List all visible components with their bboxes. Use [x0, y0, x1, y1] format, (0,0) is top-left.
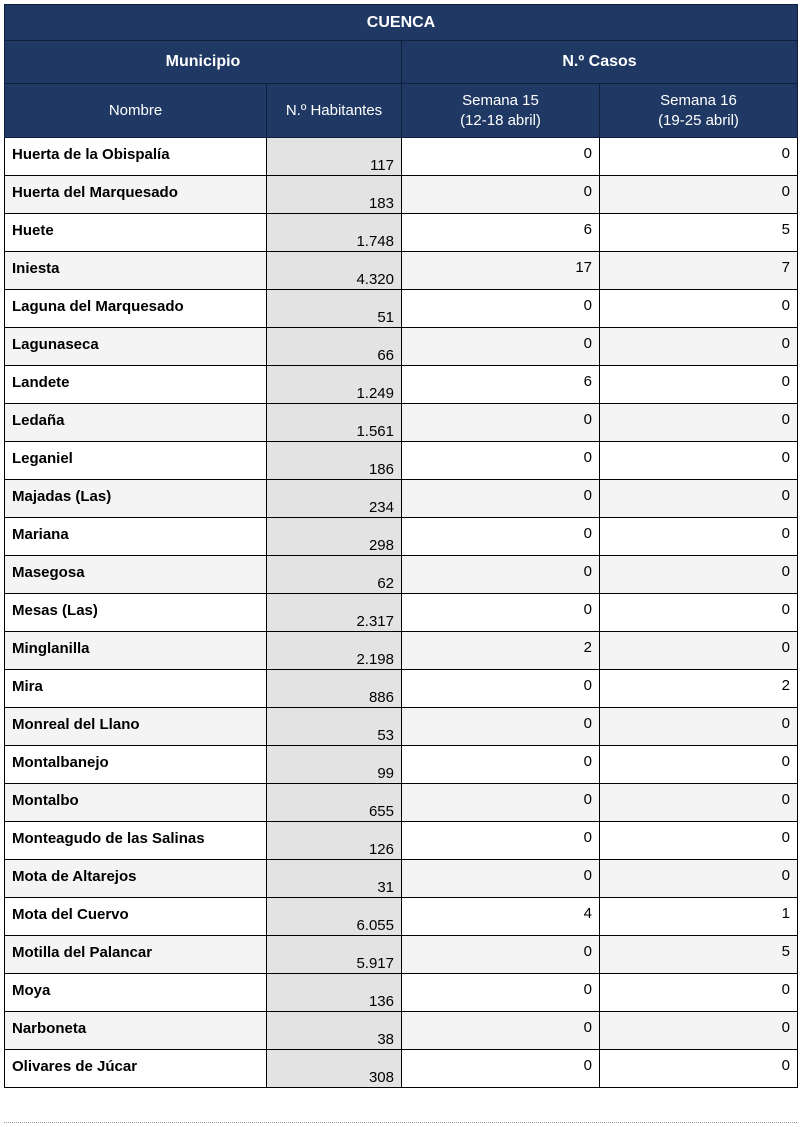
municipio-name-cell: Monteagudo de las Salinas — [5, 822, 267, 860]
semana15-cases-cell: 0 — [402, 594, 600, 632]
semana16-dates: (19-25 abril) — [658, 111, 739, 129]
semana16-cases-cell: 0 — [600, 974, 798, 1012]
semana15-label: Semana 15 — [462, 91, 539, 109]
municipio-name-cell: Masegosa — [5, 556, 267, 594]
table-row — [5, 328, 798, 366]
semana16-cases-cell: 0 — [600, 290, 798, 328]
column-header-nombre: Nombre — [5, 84, 267, 138]
semana15-cases-cell: 17 — [402, 252, 600, 290]
semana15-cases-cell: 0 — [402, 822, 600, 860]
municipio-name-cell: Leganiel — [5, 442, 267, 480]
semana15-cases-cell: 6 — [402, 366, 600, 404]
semana15-cases-cell: 0 — [402, 176, 600, 214]
table-row — [5, 252, 798, 290]
cases-table — [4, 4, 798, 1088]
table-row — [5, 670, 798, 708]
semana15-cases-cell: 6 — [402, 214, 600, 252]
semana15-cases-cell: 0 — [402, 670, 600, 708]
habitantes-cell: 99 — [267, 746, 402, 784]
municipio-name-cell: Motilla del Palancar — [5, 936, 267, 974]
column-header-semana15 — [402, 84, 600, 138]
table-row — [5, 366, 798, 404]
table-row — [5, 708, 798, 746]
habitantes-cell: 2.317 — [267, 594, 402, 632]
habitantes-cell: 186 — [267, 442, 402, 480]
municipio-name-cell: Montalbanejo — [5, 746, 267, 784]
habitantes-cell: 886 — [267, 670, 402, 708]
semana16-cases-cell: 5 — [600, 214, 798, 252]
habitantes-cell: 66 — [267, 328, 402, 366]
semana16-cases-cell: 7 — [600, 252, 798, 290]
municipio-name-cell: Lagunaseca — [5, 328, 267, 366]
semana15-dates: (12-18 abril) — [460, 111, 541, 129]
semana16-cases-cell: 0 — [600, 176, 798, 214]
table-row — [5, 898, 798, 936]
municipio-name-cell: Majadas (Las) — [5, 480, 267, 518]
semana16-label: Semana 16 — [660, 91, 737, 109]
table-row — [5, 746, 798, 784]
semana16-cases-cell: 0 — [600, 138, 798, 176]
semana16-cases-cell: 5 — [600, 936, 798, 974]
municipio-name-cell: Huerta de la Obispalía — [5, 138, 267, 176]
semana16-cases-cell: 0 — [600, 632, 798, 670]
table-row — [5, 860, 798, 898]
semana16-cases-cell: 0 — [600, 746, 798, 784]
table-row — [5, 214, 798, 252]
semana16-cases-cell: 1 — [600, 898, 798, 936]
habitantes-cell: 51 — [267, 290, 402, 328]
table-row — [5, 290, 798, 328]
habitantes-cell: 655 — [267, 784, 402, 822]
table-row — [5, 974, 798, 1012]
habitantes-cell: 2.198 — [267, 632, 402, 670]
habitantes-cell: 38 — [267, 1012, 402, 1050]
table-title: CUENCA — [5, 5, 798, 41]
semana15-cases-cell: 0 — [402, 328, 600, 366]
column-header-habitantes: N.º Habitantes — [267, 84, 402, 138]
municipio-name-cell: Montalbo — [5, 784, 267, 822]
habitantes-cell: 136 — [267, 974, 402, 1012]
habitantes-cell: 308 — [267, 1050, 402, 1088]
column-header-semana16 — [600, 84, 798, 138]
semana15-cases-cell: 0 — [402, 442, 600, 480]
municipio-name-cell: Ledaña — [5, 404, 267, 442]
semana16-cases-cell: 0 — [600, 708, 798, 746]
semana16-cases-cell: 2 — [600, 670, 798, 708]
semana16-cases-cell: 0 — [600, 442, 798, 480]
table-row — [5, 138, 798, 176]
table-row — [5, 480, 798, 518]
semana16-cases-cell: 0 — [600, 366, 798, 404]
municipio-name-cell: Monreal del Llano — [5, 708, 267, 746]
semana16-cases-cell: 0 — [600, 556, 798, 594]
municipio-name-cell: Huerta del Marquesado — [5, 176, 267, 214]
municipio-name-cell: Iniesta — [5, 252, 267, 290]
semana15-cases-cell: 0 — [402, 860, 600, 898]
semana16-cases-cell: 0 — [600, 860, 798, 898]
table-row — [5, 442, 798, 480]
habitantes-cell: 62 — [267, 556, 402, 594]
semana15-cases-cell: 0 — [402, 974, 600, 1012]
habitantes-cell: 6.055 — [267, 898, 402, 936]
semana15-cases-cell: 2 — [402, 632, 600, 670]
table-row — [5, 784, 798, 822]
semana15-cases-cell: 0 — [402, 480, 600, 518]
habitantes-cell: 298 — [267, 518, 402, 556]
table-row — [5, 556, 798, 594]
semana16-cases-cell: 0 — [600, 518, 798, 556]
group-header-municipio: Municipio — [5, 41, 402, 84]
table-row — [5, 1050, 798, 1088]
semana15-cases-cell: 0 — [402, 746, 600, 784]
table-row — [5, 176, 798, 214]
table-row — [5, 936, 798, 974]
municipio-name-cell: Minglanilla — [5, 632, 267, 670]
municipio-name-cell: Mariana — [5, 518, 267, 556]
habitantes-cell: 1.748 — [267, 214, 402, 252]
semana16-cases-cell: 0 — [600, 594, 798, 632]
municipio-name-cell: Mesas (Las) — [5, 594, 267, 632]
habitantes-cell: 117 — [267, 138, 402, 176]
municipio-name-cell: Mota del Cuervo — [5, 898, 267, 936]
municipio-name-cell: Moya — [5, 974, 267, 1012]
habitantes-cell: 1.561 — [267, 404, 402, 442]
semana15-cases-cell: 0 — [402, 936, 600, 974]
municipio-name-cell: Landete — [5, 366, 267, 404]
group-header-casos: N.º Casos — [402, 41, 798, 84]
habitantes-cell: 183 — [267, 176, 402, 214]
habitantes-cell: 4.320 — [267, 252, 402, 290]
habitantes-cell: 1.249 — [267, 366, 402, 404]
semana15-cases-cell: 4 — [402, 898, 600, 936]
semana15-cases-cell: 0 — [402, 1050, 600, 1088]
table-row — [5, 404, 798, 442]
table-row — [5, 1012, 798, 1050]
habitantes-cell: 53 — [267, 708, 402, 746]
municipio-name-cell: Laguna del Marquesado — [5, 290, 267, 328]
page-bottom-divider — [4, 1122, 797, 1123]
table-row — [5, 594, 798, 632]
table-row — [5, 518, 798, 556]
semana15-cases-cell: 0 — [402, 556, 600, 594]
habitantes-cell: 126 — [267, 822, 402, 860]
semana16-cases-cell: 0 — [600, 822, 798, 860]
semana16-cases-cell: 0 — [600, 1012, 798, 1050]
semana16-cases-cell: 0 — [600, 328, 798, 366]
table-row — [5, 632, 798, 670]
semana15-cases-cell: 0 — [402, 708, 600, 746]
municipio-name-cell: Huete — [5, 214, 267, 252]
table-row — [5, 822, 798, 860]
semana15-cases-cell: 0 — [402, 1012, 600, 1050]
municipio-name-cell: Narboneta — [5, 1012, 267, 1050]
municipio-name-cell: Olivares de Júcar — [5, 1050, 267, 1088]
habitantes-cell: 5.917 — [267, 936, 402, 974]
semana15-cases-cell: 0 — [402, 138, 600, 176]
semana16-cases-cell: 0 — [600, 480, 798, 518]
table-body — [5, 138, 798, 1088]
habitantes-cell: 234 — [267, 480, 402, 518]
semana15-cases-cell: 0 — [402, 518, 600, 556]
semana15-cases-cell: 0 — [402, 404, 600, 442]
municipio-name-cell: Mota de Altarejos — [5, 860, 267, 898]
semana15-cases-cell: 0 — [402, 784, 600, 822]
municipio-name-cell: Mira — [5, 670, 267, 708]
habitantes-cell: 31 — [267, 860, 402, 898]
semana16-cases-cell: 0 — [600, 784, 798, 822]
semana15-cases-cell: 0 — [402, 290, 600, 328]
semana16-cases-cell: 0 — [600, 1050, 798, 1088]
semana16-cases-cell: 0 — [600, 404, 798, 442]
